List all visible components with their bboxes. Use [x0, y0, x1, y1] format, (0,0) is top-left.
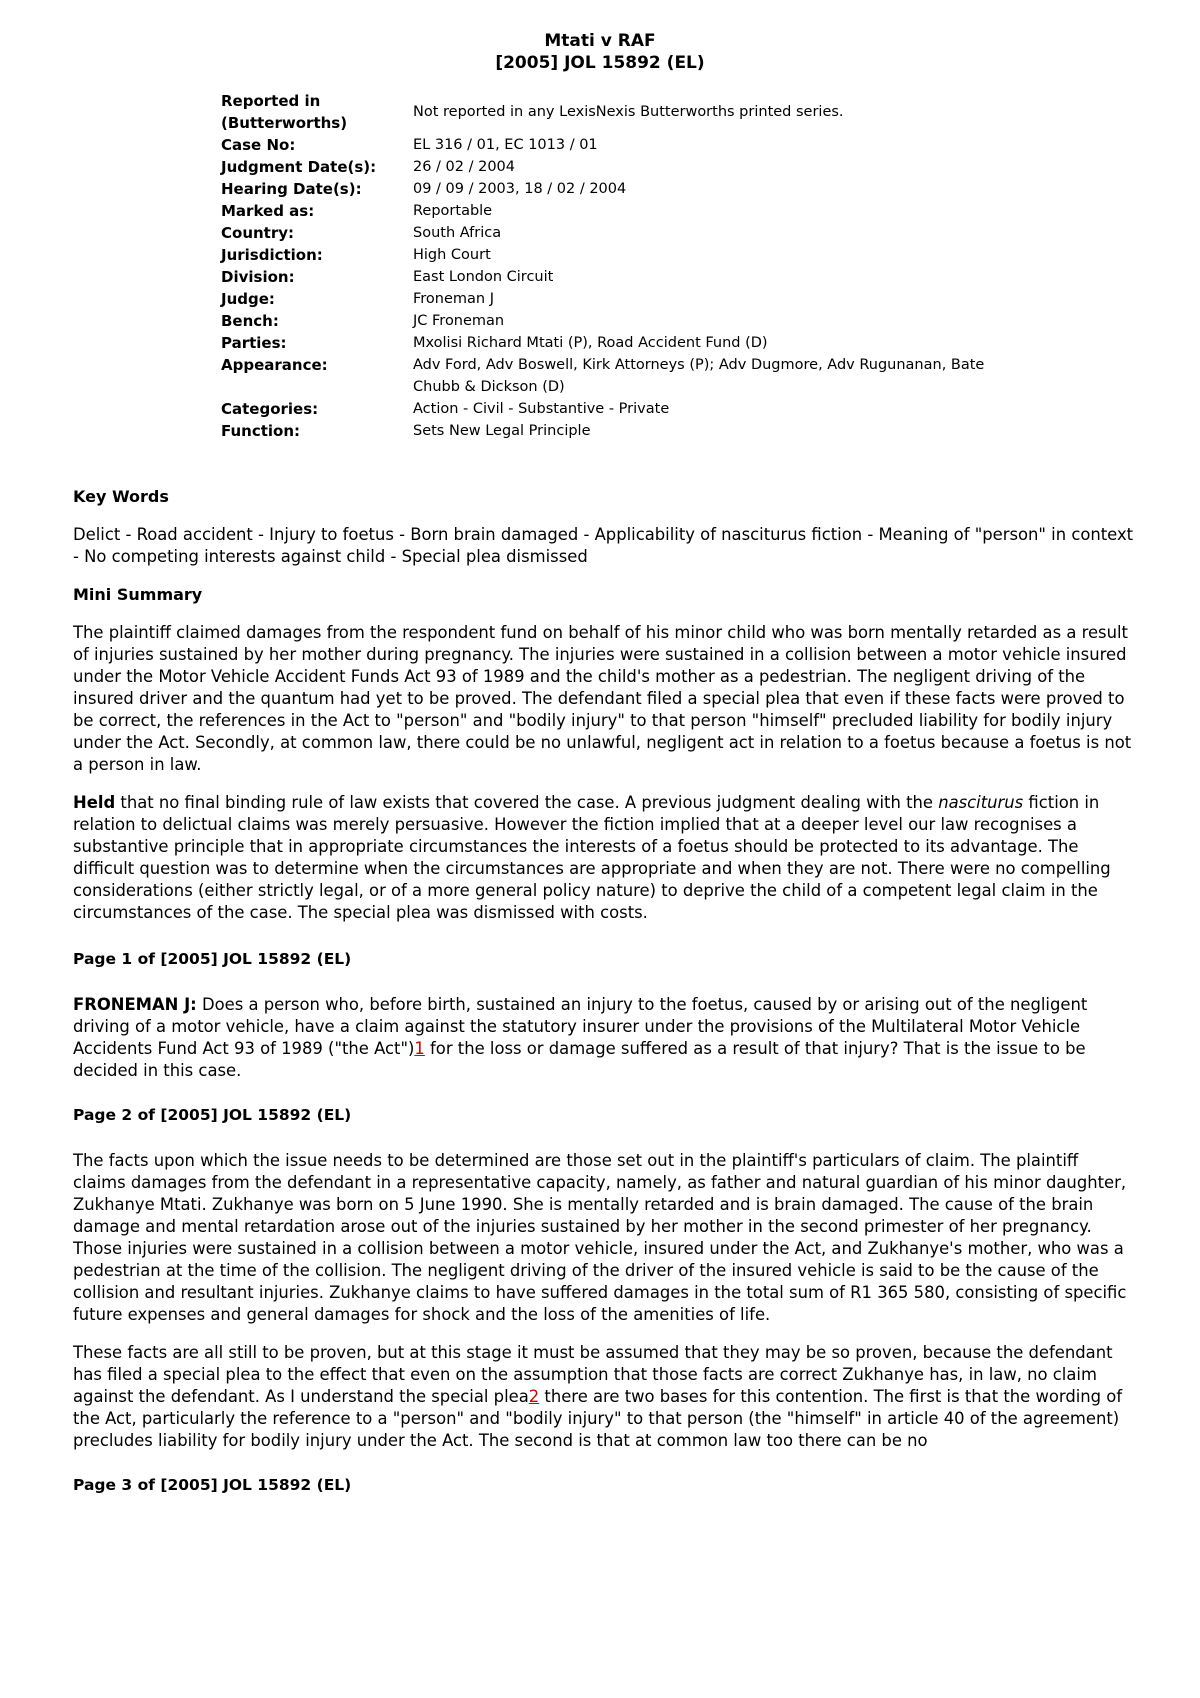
meta-row-reported — [221, 90, 1003, 134]
meta-label: Appearance: — [221, 356, 328, 374]
meta-value: 09 / 09 / 2003, 18 / 02 / 2004 — [413, 181, 627, 197]
meta-value: Mxolisi Richard Mtati (P), Road Accident Fund (D) — [413, 335, 768, 351]
facts-paragraph: The facts upon which the issue needs to be determined are those set out in the plaintiff's particulars of claim. The plaintiff claims damages from the defendant in a representative capacity, namely, as father and natural guardian of his minor daughter, Zukhanye Mtati. Zukhanye was born on 5 June 1990. She is mentally retarded and is brain damaged. The cause of the brain damage and mental retardation arose out of the injuries sustained by her mother in the second primester of her pregnancy. Those injuries were sustained in a collision between a motor vehicle, insured under the Act, and Zukhanye's mother, who was a pedestrian at the time of the collision. The negligent driving of the driver of the insured vehicle is said to be the cause of the collision and resultant injuries. Zukhanye claims to have suffered damages in the total sum of R1 365 580, consisting of specific future expenses and general damages for shock and the loss of the amenities of life. — [73, 1151, 1127, 1324]
meta-label: Jurisdiction: — [221, 246, 323, 264]
meta-row-bench — [221, 310, 1003, 332]
meta-row-case-no — [221, 134, 1003, 156]
meta-row-judgment-date — [221, 156, 1003, 178]
judge-label: FRONEMAN J: — [73, 995, 197, 1014]
meta-value: EL 316 / 01, EC 1013 / 01 — [413, 137, 598, 153]
page-marker: Page 3 of [2005] JOL 15892 (EL) — [73, 1476, 352, 1494]
judgment-text: there are two bases for this contention. The first is that the wording of the Act, particularly the reference to a "person" and "bodily injury" to that person (the "himself" in article 40 of the agreement) precludes liability for bodily injury under the Act. The second is that at common law too there can be no — [73, 1387, 1123, 1450]
judgment-text: Does a person who, before birth, sustained an injury to the foetus, caused by or arising out of the negligent driving of a motor vehicle, have a claim against the statutory insurer under the provisions of the Multilateral Motor Vehicle Accidents Fund Act 93 of 1989 ("the Act") — [73, 995, 1088, 1058]
meta-label: Bench: — [221, 312, 279, 330]
meta-value: High Court — [413, 247, 491, 263]
meta-row-division — [221, 266, 1003, 288]
keywords-text: Delict - Road accident - Injury to foetus - Born brain damaged - Applicability of nasciturus fiction - Meaning of "person" in context - No competing interests against child - Special plea dismissed — [73, 525, 1134, 566]
judgment-intro-paragraph — [73, 994, 1136, 1082]
meta-label: Division: — [221, 268, 295, 286]
meta-row-country — [221, 222, 1003, 244]
meta-label: Function: — [221, 422, 301, 440]
meta-value: Froneman J — [413, 291, 494, 307]
summary-heading: Mini Summary — [73, 585, 203, 604]
held-text: that no final binding rule of law exists that covered the case. A previous judgment dealing with the — [115, 793, 939, 812]
meta-label: Case No: — [221, 136, 296, 154]
meta-value: South Africa — [413, 225, 502, 241]
meta-label: Marked as: — [221, 202, 315, 220]
meta-label: Country: — [221, 224, 295, 242]
meta-value: 26 / 02 / 2004 — [413, 159, 516, 175]
meta-row-categories — [221, 398, 1003, 420]
meta-row-parties — [221, 332, 1003, 354]
keywords-heading: Key Words — [73, 487, 169, 506]
meta-value: East London Circuit — [413, 269, 554, 285]
meta-value: Action - Civil - Substantive - Private — [413, 401, 670, 417]
meta-value: JC Froneman — [413, 313, 505, 329]
summary-paragraph: The plaintiff claimed damages from the respondent fund on behalf of his minor child who was born mentally retarded as a result of injuries sustained by her mother during pregnancy. The injuries were sustained in a collision between a motor vehicle insured under the Motor Vehicle Accident Funds Act 93 of 1989 and the child's mother as a pedestrian. The negligent driving of the insured driver and the quantum had yet to be proved. The defendant filed a special plea that even if these facts were proved to be correct, the references in the Act to "person" and "bodily injury" to that person "himself" precluded liability for bodily injury under the Act. Secondly, at common law, there could be no unlawful, negligent act in relation to a foetus because a foetus is not a person in law. — [73, 623, 1132, 774]
meta-row-judge — [221, 288, 1003, 310]
case-citation: [2005] JOL 15892 (EL) — [495, 53, 705, 73]
page-marker: Page 2 of [2005] JOL 15892 (EL) — [73, 1106, 352, 1124]
judgment-text: These facts are all still to be proven, but at this stage it must be assumed that they may be so proven, because the defendant has filed a special plea to the effect that even on the assumption that those facts are correct Zukhanye has, in law, no claim against the defendant. As I understand the special plea — [73, 1343, 1113, 1406]
meta-row-jurisdiction — [221, 244, 1003, 266]
judgment-text: for the loss or damage suffered as a result of that injury? That is the issue to be decided in this case. — [73, 1039, 1086, 1080]
document-header — [0, 30, 1200, 74]
meta-label: Hearing Date(s): — [221, 180, 362, 198]
held-italic-term: nasciturus — [938, 793, 1024, 812]
meta-row-marked — [221, 200, 1003, 222]
meta-label: Reported in (Butterworths) — [221, 92, 348, 132]
special-plea-paragraph — [73, 1342, 1136, 1452]
meta-value: Reportable — [413, 203, 493, 219]
meta-value: Sets New Legal Principle — [413, 423, 591, 439]
meta-label: Parties: — [221, 334, 287, 352]
meta-row-appearance — [221, 354, 1003, 398]
footnote-link[interactable]: 2 — [528, 1387, 540, 1406]
footnote-link[interactable]: 1 — [414, 1039, 425, 1058]
document-body — [73, 486, 1136, 1520]
meta-label: Judge: — [221, 290, 275, 308]
held-label: Held — [73, 793, 116, 812]
page-marker: Page 1 of [2005] JOL 15892 (EL) — [73, 950, 352, 968]
meta-value: Not reported in any LexisNexis Butterworths printed series. — [413, 104, 844, 120]
case-title: Mtati v RAF — [544, 31, 656, 51]
held-paragraph — [73, 792, 1136, 924]
case-metadata-table — [221, 90, 1003, 442]
meta-row-function — [221, 420, 1003, 442]
meta-value: Adv Ford, Adv Boswell, Kirk Attorneys (P); Adv Dugmore, Adv Rugunanan, Bate Chubb & Dickson (D) — [413, 357, 985, 395]
meta-row-hearing-date — [221, 178, 1003, 200]
held-text: fiction in relation to delictual claims was merely persuasive. However the fiction implied that at a deeper level our law recognises a substantive principle that in appropriate circumstances the interests of a foetus should be protected to its advantage. The difficult question was to determine when the circumstances are appropriate and when they are not. There were no compelling considerations (either strictly legal, or of a more general policy nature) to deprive the child of a competent legal claim in the circumstances of the case. The special plea was dismissed with costs. — [73, 793, 1111, 922]
meta-label: Judgment Date(s): — [221, 158, 377, 176]
meta-label: Categories: — [221, 400, 319, 418]
